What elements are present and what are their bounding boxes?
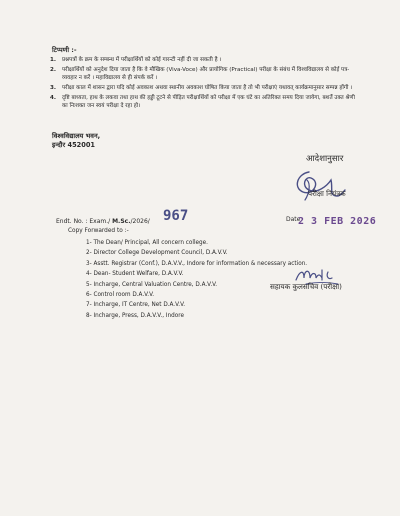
recipient-item: 3- Asstt. Registrar (Conf.), D.A.V.V., Indore for information & necessary action.	[86, 260, 308, 267]
note-text: परीक्षा काल में शासन द्वारा यदि कोई अवकाश अथवा स्थानीय अवकाश घोषित किया जाता है तो भी परीक्षाएं यथावत् कार्यक्रमानुसार सम्पन्न होंगी ।	[62, 85, 353, 91]
assistant-registrar-title: सहायक कुलसचिव (परीक्षा)	[270, 282, 342, 291]
note-text: परीक्षार्थियों को अनुदेश दिया जाता है कि वे मौखिक (Viva-Voce) और प्रायोगिक (Practical) परीक्षा के संबंध में विश्वविद्यालय से कोई पत्र-व्यवहार न करें । महाविद्यालय से ही संपर्क करें ।	[62, 67, 350, 81]
notes-heading: टिप्पणी :-	[52, 46, 77, 54]
note-number: 1.	[50, 57, 57, 63]
note-item	[50, 84, 362, 92]
controller-title: परीक्षा नियंत्रक	[308, 189, 346, 198]
note-item	[50, 94, 362, 110]
office-line: इन्दौर 452001	[52, 141, 96, 149]
recipient-item: 1- The Dean/ Principal, All concern college.	[86, 240, 208, 246]
recipient-item: 2- Director College Development Council, D.A.V.V.	[86, 250, 228, 257]
note-item	[50, 56, 362, 64]
note-number: 2.	[50, 67, 57, 73]
copy-forwarded-heading: Copy Forwarded to :-	[68, 228, 129, 234]
recipient-item: 6- Control room D.A.V.V.	[86, 292, 155, 299]
office-line: विश्वविद्यालय भवन,	[52, 132, 101, 140]
note-item	[50, 66, 362, 82]
recipient-item: 8- Incharge, Press, D.A.V.V., Indore	[86, 312, 184, 319]
note-text: प्रश्नपत्रों के क्रम के सम्बन्ध में परीक्षार्थियों को कोई गारन्टी नहीं दी जा सकती है ।	[62, 57, 222, 63]
handwritten-ref-number: 967	[163, 208, 189, 224]
recipient-item: 4- Dean- Student Welfare, D.A.V.V.	[86, 271, 184, 278]
office-address	[52, 132, 100, 150]
date-label: Date	[286, 216, 301, 223]
endorsement-reference	[56, 218, 150, 225]
notes-list	[50, 56, 362, 112]
ref-suffix: /2026/	[130, 218, 150, 225]
ref-prefix: Endt. No. : Exam./	[56, 218, 113, 225]
date-stamp: 2 3 FEB 2026	[298, 216, 377, 227]
order-by-label: आदेशानुसार	[306, 154, 344, 164]
note-number: 4.	[50, 95, 57, 101]
recipient-item: 5- Incharge, Central Valuation Centre, D.A.V.V.	[86, 281, 218, 288]
recipient-list	[86, 238, 307, 321]
ref-code: M.Sc.	[112, 218, 131, 225]
note-text: दृष्टि बाध्यता, हाथ के लकवा तथा हाथ की हड्डी टूटने से पीड़ित परीक्षार्थियों को परीक्षा में एक घंटे का अतिरिक्त समय दिया जायेगा, बशर्ते उक्त श्रेणी का निःशक्त जन स्वयं परीक्षा दे रहा हो।	[62, 95, 355, 109]
note-number: 3.	[50, 85, 57, 91]
recipient-item: 7- Incharge, IT Centre, Net D.A.V.V.	[86, 302, 186, 309]
